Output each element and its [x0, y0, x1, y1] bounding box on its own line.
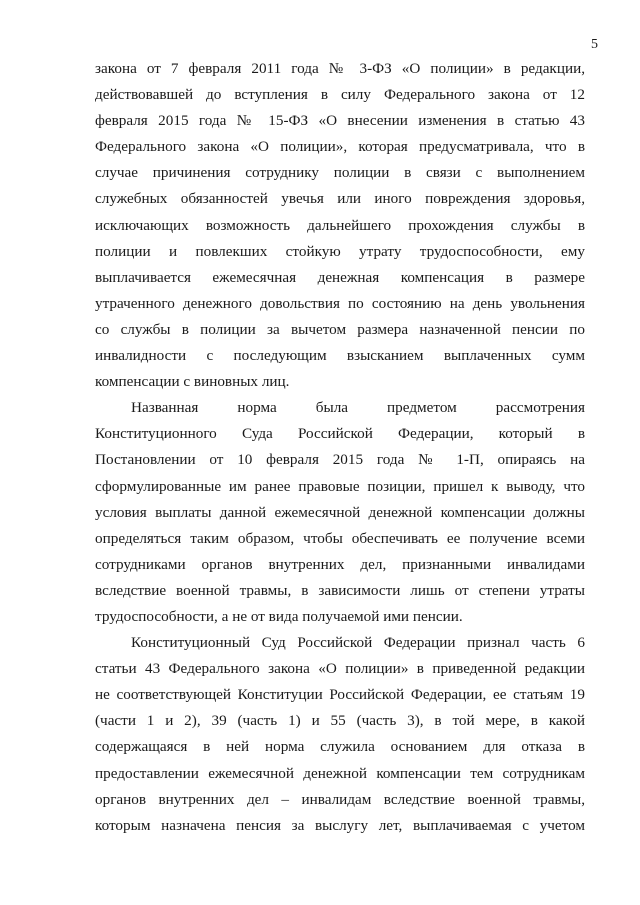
text-line: инвалидности с последующим взысканием выплаченных сумм [95, 347, 585, 365]
text-line: содержащаяся в ней норма служила основанием для отказа в [95, 738, 585, 756]
document-body [95, 56, 585, 839]
text-line: не соответствующей Конституции Российской Федерации, ее статьям 19 [95, 686, 585, 704]
text-line: случае причинения сотруднику полиции в связи с выполнением [95, 164, 585, 182]
text-line: которым назначена пенсия за выслугу лет, выплачиваемая с учетом [95, 816, 585, 834]
text-line: предоставлении ежемесячной денежной компенсации тем сотрудникам [95, 764, 585, 782]
paragraph-court-review [95, 395, 585, 630]
text-line: статьи 43 Федерального закона «О полиции» в приведенной редакции [95, 660, 585, 678]
paragraph-law-description [95, 56, 585, 395]
text-line: компенсации с виновных лиц. [95, 373, 290, 391]
text-line: Названная норма была предметом рассмотрения [131, 399, 585, 417]
text-line: сотрудниками органов внутренних дел, признанными инвалидами [95, 555, 585, 573]
text-line: определяться таким образом, чтобы обеспечивать ее получение всеми [95, 529, 585, 547]
text-line: (части 1 и 2), 39 (часть 1) и 55 (часть 3), в той мере, в какой [95, 712, 585, 730]
text-line: трудоспособности, а не от вида получаемой ими пенсии. [95, 607, 463, 625]
text-line: Постановлении от 10 февраля 2015 года № 1-П, опираясь на [95, 451, 585, 469]
text-line: Федерального закона «О полиции», которая предусматривала, что в [95, 138, 585, 156]
text-line: служебных обязанностей увечья или иного повреждения здоровья, [95, 190, 585, 208]
text-line: вследствие военной травмы, в зависимости лишь от степени утраты [95, 581, 585, 599]
text-line: утраченного денежного довольствия по состоянию на день увольнения [95, 294, 585, 312]
page-number: 5 [591, 37, 598, 52]
text-line: действовавшей до вступления в силу Федерального закона от 12 [95, 86, 585, 104]
text-line: условия выплаты данной ежемесячной денежной компенсации должны [95, 503, 585, 521]
text-line: сформулированные им ранее правовые позиции, пришел к выводу, что [95, 477, 585, 495]
text-line: органов внутренних дел – инвалидам вследствие военной травмы, [95, 790, 585, 808]
text-line: выплачивается ежемесячная денежная компенсация в размере [95, 268, 585, 286]
text-line: Конституционный Суд Российской Федерации признал часть 6 [131, 634, 585, 652]
text-line: со службы в полиции за вычетом размера назначенной пенсии по [95, 320, 585, 338]
text-line: Конституционного Суда Российской Федерации, который в [95, 425, 585, 443]
text-line: закона от 7 февраля 2011 года № 3-ФЗ «О полиции» в редакции, [95, 60, 585, 77]
text-line: февраля 2015 года № 15-ФЗ «О внесении изменения в статью 43 [95, 112, 585, 130]
text-line: исключающих возможность дальнейшего прохождения службы в [95, 216, 585, 234]
paragraph-court-ruling [95, 630, 585, 839]
text-line: полиции и повлекших стойкую утрату трудоспособности, ему [95, 242, 585, 260]
